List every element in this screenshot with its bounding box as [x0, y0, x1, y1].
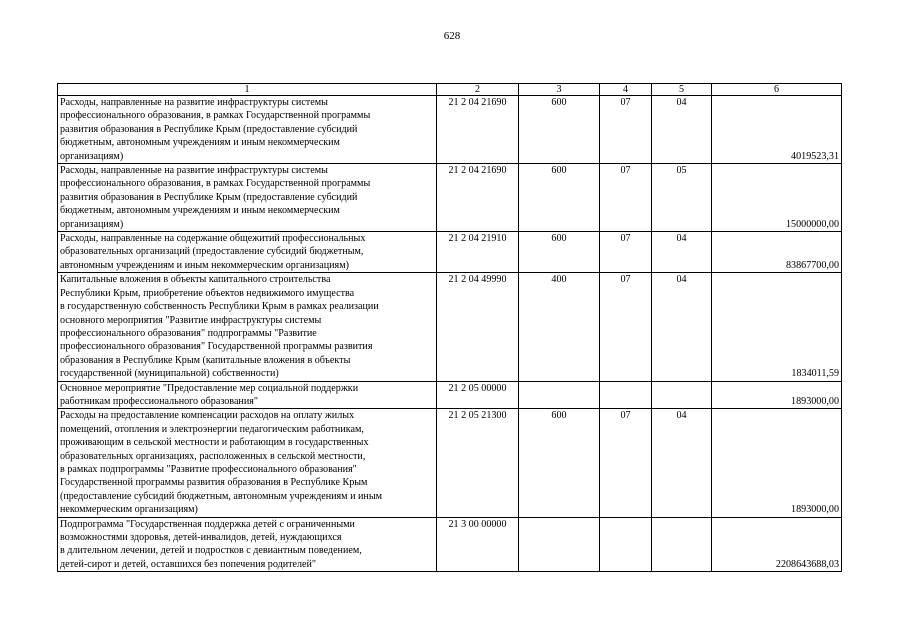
table-row	[58, 164, 842, 232]
table-row	[58, 232, 842, 273]
row-description-text: Расходы, направленные на развитие инфраструктуры системы профессионального образования, в рамках Государственной программы развития образования в Республике Крым (предоставление субсидий бюджетным, автономным учреждениям и иным некоммерческим организациям)	[60, 165, 371, 230]
header-row	[58, 84, 842, 96]
row-target-code: 21 2 05 00000	[437, 381, 519, 409]
row-subsection: 04	[652, 96, 712, 164]
row-description	[58, 381, 437, 409]
row-expense-type: 600	[519, 409, 600, 517]
row-amount: 15000000,00	[712, 164, 842, 232]
header-col-6: 6	[712, 84, 842, 96]
table-row	[58, 409, 842, 517]
row-amount: 4019523,31	[712, 96, 842, 164]
row-section: 07	[600, 232, 652, 273]
row-description-text: Подпрограмма "Государственная поддержка детей с ограниченными возможностями здоровья, детей-инвалидов, детей, нуждающихся в длительном лечении, детей и подростков с девиантным поведением, детей-сирот и детей, оставшихся без попечения родителей"	[60, 518, 362, 570]
row-target-code: 21 2 05 21300	[437, 409, 519, 517]
row-subsection	[652, 517, 712, 572]
table-row	[58, 96, 842, 164]
row-amount: 1893000,00	[712, 409, 842, 517]
row-expense-type	[519, 517, 600, 572]
row-amount: 1834011,59	[712, 273, 842, 381]
row-expense-type	[519, 381, 600, 409]
table-row	[58, 273, 842, 381]
row-description-text: Основное мероприятие "Предоставление мер социальной поддержки работникам профессионального образования"	[60, 382, 359, 407]
row-description-text: Расходы на предоставление компенсации расходов на оплату жилых помещений, отопления и электроэнергии педагогическим работникам, проживающим в сельской местности и работающим в государственных образовательных организациях, расположенных в сельской местности, в рамках подпрограммы "Развитие профессионального образования" Государственной программы развития образования в Республике Крым (предоставление субсидий бюджетным, автономным учреждениям и иным некоммерческим организациям)	[60, 410, 382, 516]
row-expense-type: 400	[519, 273, 600, 381]
row-subsection	[652, 381, 712, 409]
row-amount: 1893000,00	[712, 381, 842, 409]
page-number: 628	[443, 30, 461, 42]
row-section	[600, 517, 652, 572]
header-col-1: 1	[58, 84, 437, 96]
row-description	[58, 164, 437, 232]
row-section: 07	[600, 96, 652, 164]
row-description-text: Расходы, направленные на развитие инфраструктуры системы профессионального образования, в рамках Государственной программы развития образования в Республике Крым (предоставление субсидий бюджетным, автономным учреждениям и иным некоммерческим организациям)	[60, 97, 371, 162]
row-subsection: 04	[652, 232, 712, 273]
row-amount: 2208643688,03	[712, 517, 842, 572]
row-description	[58, 409, 437, 517]
table-row	[58, 517, 842, 572]
row-target-code: 21 2 04 21690	[437, 96, 519, 164]
header-col-3: 3	[519, 84, 600, 96]
row-section: 07	[600, 273, 652, 381]
row-description-text: Капитальные вложения в объекты капитального строительства Республики Крым, приобретение объектов недвижимого имущества в государственную собственность Республики Крым в рамках реализации основного мероприятия "Развитие инфраструктуры системы профессионального образования" подпрограммы "Развитие профессионального образования" Государственной программы развития образования в Республике Крым (капитальные вложения в объекты государственной (муниципальной) собственности)	[60, 274, 379, 380]
row-expense-type: 600	[519, 164, 600, 232]
row-expense-type: 600	[519, 96, 600, 164]
header-col-5: 5	[652, 84, 712, 96]
row-subsection: 04	[652, 273, 712, 381]
budget-table	[57, 83, 842, 572]
row-description	[58, 96, 437, 164]
row-subsection: 05	[652, 164, 712, 232]
table-row	[58, 381, 842, 409]
row-target-code: 21 2 04 21910	[437, 232, 519, 273]
row-expense-type: 600	[519, 232, 600, 273]
row-section: 07	[600, 409, 652, 517]
row-target-code: 21 2 04 49990	[437, 273, 519, 381]
header-col-2: 2	[437, 84, 519, 96]
row-description	[58, 517, 437, 572]
row-section: 07	[600, 164, 652, 232]
row-amount: 83867700,00	[712, 232, 842, 273]
row-description-text: Расходы, направленные на содержание общежитий профессиональных образовательных организаций (предоставление субсидий бюджетным, автономным учреждениям и иным некоммерческим организациям)	[60, 233, 366, 271]
row-section	[600, 381, 652, 409]
row-description	[58, 273, 437, 381]
row-subsection: 04	[652, 409, 712, 517]
row-target-code: 21 2 04 21690	[437, 164, 519, 232]
row-description	[58, 232, 437, 273]
header-col-4: 4	[600, 84, 652, 96]
row-target-code: 21 3 00 00000	[437, 517, 519, 572]
